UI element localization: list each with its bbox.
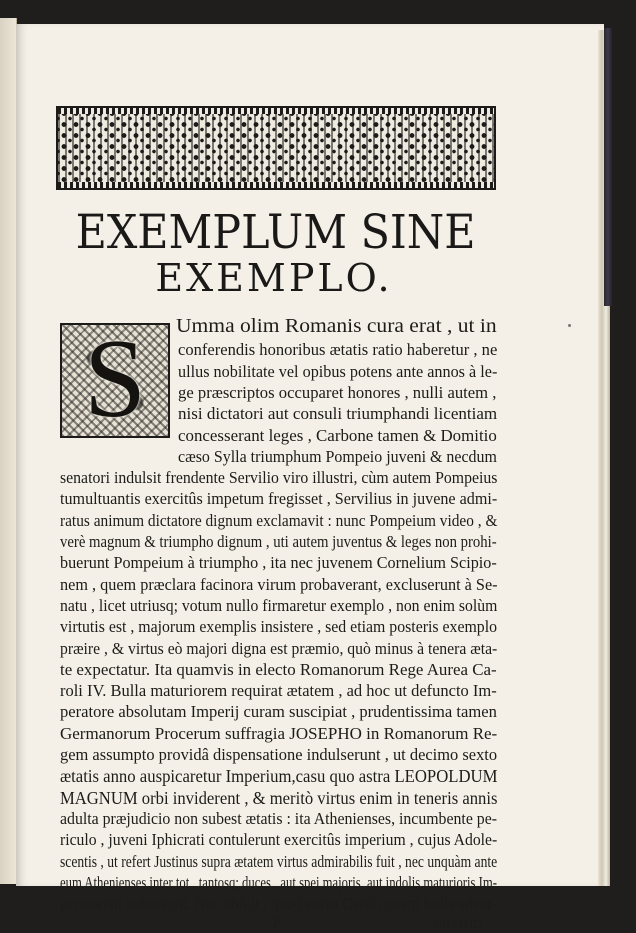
text-line: MAGNUM orbi inviderent , & meritò virtus enim in teneris annis [60,787,498,808]
signature-mark: P [272,913,282,933]
text-line: eum Athenienses inter tot , tantosq; duces , aut spei majoris, aut indolis maturioris Im- [60,872,497,892]
text-line: virtutis est , majorum exemplis insistere , sed etiam posteris exemplo [60,617,498,637]
text-line: nem , quem præclara facinora virum probaverant, excluserunt à Se- [60,574,498,594]
text-line: peratorem habuerunt. Nec obfuit , quod aurea Caroli quarti bulla adver- [60,894,498,914]
decorated-initial [60,323,170,438]
text-line: nisi dictatori aut consuli triumphandi licentiam [178,404,498,424]
text-line: ullus nobilitate vel opibus potens ante annos à le- [178,361,498,381]
text-line: buerunt Pompeium à triumpho , ita nec juvenem Cornelium Scipio- [60,553,497,573]
facing-page-edge [0,18,17,884]
initial-letter: S [83,323,147,438]
text-line: ætatis anno auspicaretur Imperium,casu quo astra LEOPOLDUM [60,766,498,787]
text-line: peratore absolutam Imperij curam suscipiat , prudentissima tamen [60,702,497,722]
text-line: te expectatur. Ita quamvis in electo Romanorum Rege Aurea Ca- [60,659,497,679]
text-line: tumultuantis exercitûs impetum fregisset , Servilius in juvene admi- [60,489,498,509]
text-line: Umma olim Romanis cura erat , ut in [176,315,497,337]
text-line: adulta præjudicio non subest ætatis : ita Athenienses, incumbente pe- [60,808,498,828]
text-line: cæso Sylla triumphum Pompeio juveni & necdum [178,446,497,466]
text-line: roli IV. Bulla maturiorem requirat ætatem , ad hoc ut defuncto Im- [60,681,497,701]
text-line: concesserant leges , Carbone tamen & Domitio [178,425,497,445]
text-line: præire , & virtus eò majori digna est præmio, quò minus à tenera æta- [60,638,498,658]
text-line: ratus animum dictatore dignum exclamavit : nunc Pompeium video , & [60,510,498,530]
page-subtitle: EXEMPLO. [155,256,393,300]
text-line: Germanorum Procerum suffragia JOSEPHO in Romanorum Re- [60,723,498,743]
text-line: riculo , juveni Iphicrati contulerunt exercitûs imperium , cujus Adole- [60,830,498,850]
text-line: senatori indulsit frendente Servilio viro illustri, cùm autem Pompeius [60,468,498,488]
text-line: ge præscriptos occuparet honores , nulli autem , [178,382,497,402]
page-title: EXEMPLUM SINE [75,205,476,260]
text-line: scentis , ut refert Justinus supra ætatem virtus admirabilis fuit , nec unquàm ante [60,851,498,871]
text-line: conferendis honoribus ætatis ratio haberetur , ne [178,340,498,360]
text-line: verè magnum & triumpho dignum , uti autem juventus & leges non prohi- [60,532,497,551]
text-line: natu , licet utriusq; votum nullo firmaretur exemplo , non enim solùm [60,595,498,615]
catchword: saretur: [432,913,483,933]
ink-speck [568,324,571,327]
book-spine [604,28,612,306]
headpiece-ornament [56,106,496,190]
text-line: gem assumpto providâ dispensatione indulserunt , ut decimo sexto [60,745,498,764]
